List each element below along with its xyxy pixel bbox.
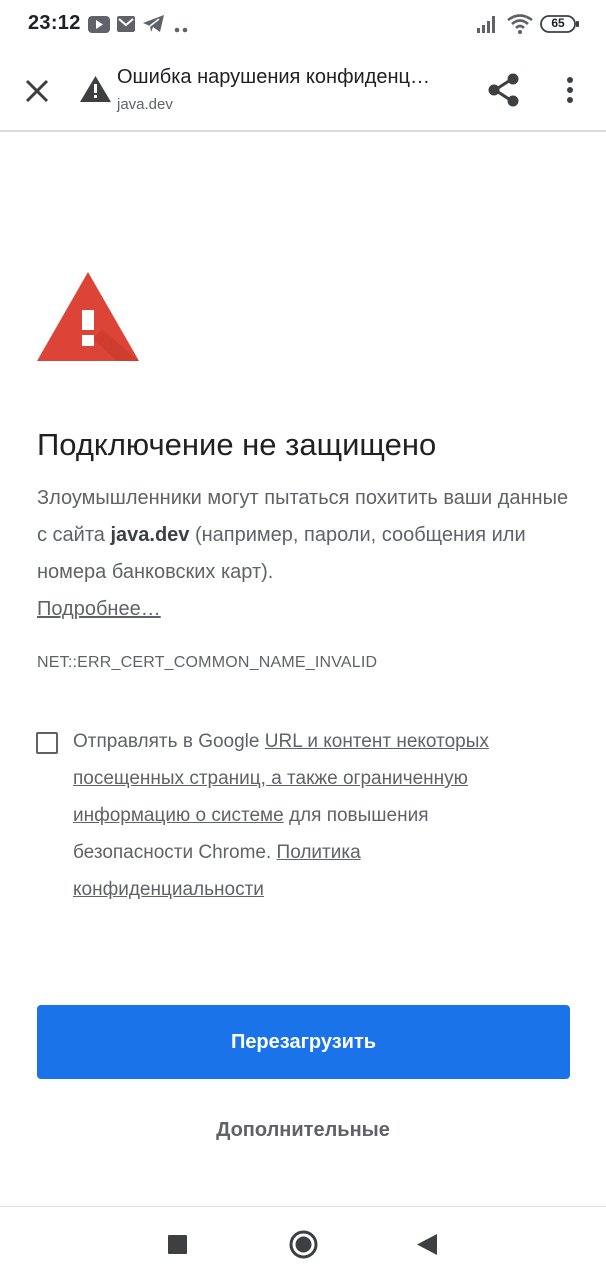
report-checkbox[interactable]	[36, 732, 58, 754]
youtube-icon	[88, 16, 110, 38]
share-icon[interactable]	[488, 73, 520, 112]
gmail-icon	[117, 16, 135, 37]
status-bar	[0, 0, 606, 52]
more-vert-icon[interactable]	[565, 76, 575, 109]
details-link[interactable]: Подробнее…	[37, 598, 161, 620]
wifi-icon	[507, 14, 533, 39]
advanced-button[interactable]: Дополнительные	[216, 1119, 390, 1141]
privacy-policy-link[interactable]: Политика конфиденциальности	[73, 842, 361, 900]
more-notifications-icon	[174, 20, 188, 38]
explanation-text-end: (например, пароли, сообщения или номера банковских карт).	[37, 524, 526, 583]
custom-tab-toolbar	[0, 52, 606, 132]
signal-icon	[476, 15, 498, 38]
page-title[interactable]: Ошибка нарушения конфиденц…	[117, 66, 430, 88]
explanation-paragraph	[37, 480, 572, 628]
report-text-middle: для повышения безопасности Chrome.	[73, 805, 429, 863]
close-icon[interactable]	[24, 78, 50, 109]
reload-button[interactable]: Перезагрузить	[37, 1005, 570, 1079]
battery-icon	[540, 14, 580, 39]
home-circle-icon[interactable]	[289, 1230, 318, 1264]
report-text-prefix: Отправлять в Google	[73, 731, 265, 752]
site-domain: java.dev	[110, 524, 190, 546]
main-heading: Подключение не защищено	[37, 427, 437, 462]
page-url[interactable]: java.dev	[117, 96, 173, 113]
error-code: NET::ERR_CERT_COMMON_NAME_INVALID	[37, 654, 378, 671]
back-triangle-icon[interactable]	[417, 1234, 437, 1260]
recents-square-icon[interactable]	[168, 1235, 187, 1259]
explanation-text: Злоумышленники могут пытаться похитить ваши данные с сайта	[37, 487, 569, 546]
system-navigation-bar	[0, 1206, 606, 1280]
telegram-icon	[143, 15, 165, 38]
warning-icon[interactable]	[80, 76, 111, 107]
report-opt-in-text	[73, 723, 543, 908]
danger-warning-icon	[37, 272, 139, 366]
report-details-link[interactable]: URL и контент некоторых посещенных страниц, а также ограниченную информацию о системе	[73, 731, 489, 826]
status-time: 23:12	[28, 12, 81, 34]
battery-level: 65	[551, 16, 565, 30]
